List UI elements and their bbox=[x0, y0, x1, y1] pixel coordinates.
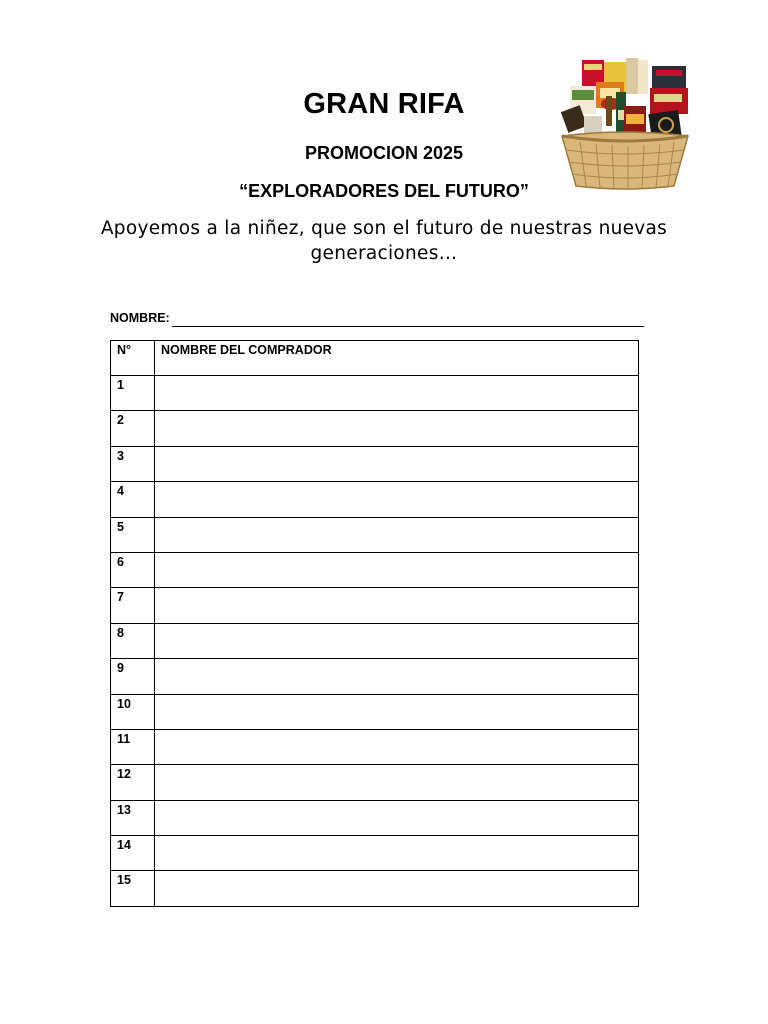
buyer-name-cell[interactable] bbox=[155, 729, 639, 764]
table-row bbox=[111, 765, 639, 800]
buyer-name-cell[interactable] bbox=[155, 659, 639, 694]
name-underline bbox=[172, 326, 644, 327]
table-row bbox=[111, 871, 639, 906]
page-title: GRAN RIFA bbox=[303, 88, 465, 120]
buyer-name-cell[interactable] bbox=[155, 694, 639, 729]
row-number: 5 bbox=[111, 517, 155, 552]
row-number: 14 bbox=[111, 836, 155, 871]
row-number: 7 bbox=[111, 588, 155, 623]
row-number: 12 bbox=[111, 765, 155, 800]
row-number: 2 bbox=[111, 411, 155, 446]
table-row bbox=[111, 729, 639, 764]
table-row bbox=[111, 659, 639, 694]
buyer-name-cell[interactable] bbox=[155, 376, 639, 411]
row-number: 8 bbox=[111, 623, 155, 658]
table-header-row bbox=[111, 341, 639, 376]
table-row bbox=[111, 411, 639, 446]
buyer-name-cell[interactable] bbox=[155, 446, 639, 481]
column-header-buyer: NOMBRE DEL COMPRADOR bbox=[155, 341, 639, 376]
table-row bbox=[111, 446, 639, 481]
column-header-number: N° bbox=[111, 341, 155, 376]
buyer-name-field[interactable] bbox=[110, 311, 644, 329]
table-row bbox=[111, 482, 639, 517]
buyers-table bbox=[110, 340, 639, 907]
buyer-name-cell[interactable] bbox=[155, 411, 639, 446]
slogan: “EXPLORADORES DEL FUTURO” bbox=[239, 181, 529, 201]
buyer-name-cell[interactable] bbox=[155, 588, 639, 623]
buyer-name-cell[interactable] bbox=[155, 871, 639, 906]
table-row bbox=[111, 800, 639, 835]
buyer-name-cell[interactable] bbox=[155, 517, 639, 552]
buyer-name-cell[interactable] bbox=[155, 482, 639, 517]
row-number: 11 bbox=[111, 729, 155, 764]
row-number: 9 bbox=[111, 659, 155, 694]
row-number: 4 bbox=[111, 482, 155, 517]
row-number: 13 bbox=[111, 800, 155, 835]
table-row bbox=[111, 836, 639, 871]
buyer-name-cell[interactable] bbox=[155, 765, 639, 800]
buyer-name-cell[interactable] bbox=[155, 800, 639, 835]
row-number: 1 bbox=[111, 376, 155, 411]
table-row bbox=[111, 588, 639, 623]
table-row bbox=[111, 694, 639, 729]
table-row bbox=[111, 623, 639, 658]
table-row bbox=[111, 376, 639, 411]
buyer-name-cell[interactable] bbox=[155, 623, 639, 658]
promotion-subtitle: PROMOCION 2025 bbox=[304, 143, 464, 163]
row-number: 15 bbox=[111, 871, 155, 906]
appeal-message: Apoyemos a la niñez, que son el futuro de nuestras nuevas generaciones… bbox=[100, 218, 668, 264]
buyer-name-cell[interactable] bbox=[155, 836, 639, 871]
row-number: 3 bbox=[111, 446, 155, 481]
gift-basket-icon bbox=[556, 58, 694, 192]
name-label: NOMBRE: bbox=[110, 311, 170, 325]
row-number: 6 bbox=[111, 552, 155, 587]
buyer-name-cell[interactable] bbox=[155, 552, 639, 587]
table-row bbox=[111, 517, 639, 552]
table-row bbox=[111, 552, 639, 587]
row-number: 10 bbox=[111, 694, 155, 729]
